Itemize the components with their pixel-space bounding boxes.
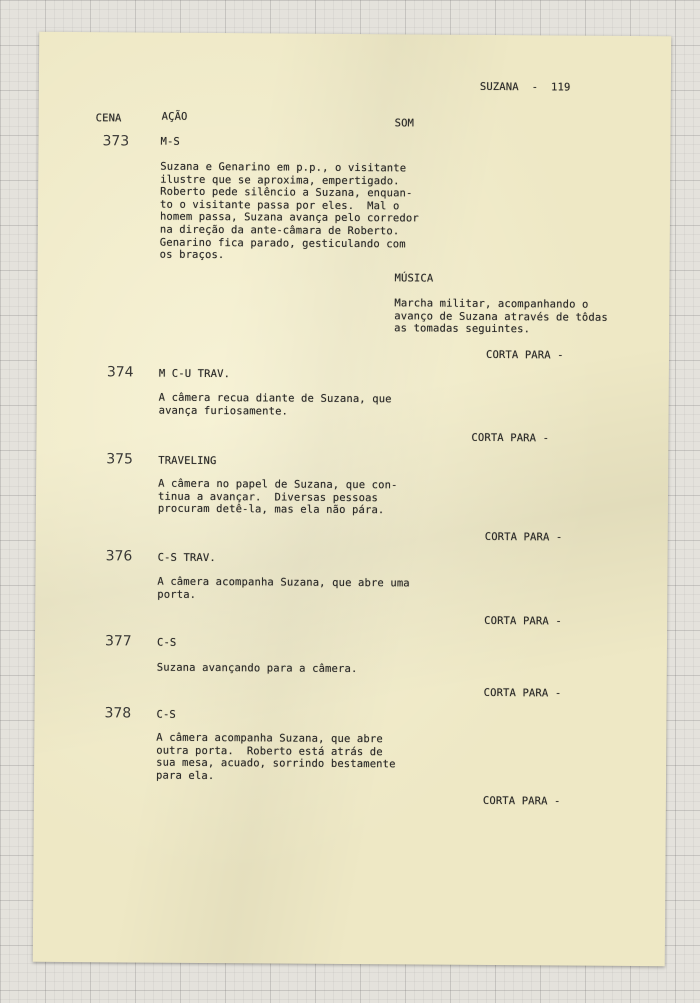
action-text: Suzana avançando para a câmera. [156, 661, 358, 676]
cut-marker: CORTA PARA - [484, 614, 562, 628]
scene-number: 377 [104, 633, 132, 650]
cut-marker: CORTA PARA - [484, 530, 563, 544]
column-header-action: AÇÃO [161, 110, 188, 123]
action-text: A câmera no papel de Suzana, que con- tinua a avançar. Diversas pessoas procuram detê-la, mas ela não pára. [157, 477, 398, 517]
column-header-scene: CENA [95, 112, 122, 125]
sound-title: MÚSICA [394, 272, 434, 285]
shot-type: TRAVELING [158, 454, 217, 468]
cut-marker: CORTA PARA - [485, 348, 564, 362]
column-header-sound: SOM [394, 117, 415, 130]
scene-number: 378 [104, 705, 132, 722]
scene-number: 375 [106, 451, 134, 468]
cut-marker: CORTA PARA - [483, 686, 562, 700]
action-text: Suzana e Genarino em p.p., o visitante ilustre que se aproxima, empertigado. Roberto pede silêncio a Suzana, enquan- to o visitante passa por eles. Mal o homem passa, Suzana avança pelo corredor na direção da ante-câmara de Roberto. Genarino fica parado, gesticulando com os braços. [159, 160, 419, 262]
page-header: SUZANA - 119 [479, 80, 571, 94]
cut-marker: CORTA PARA - [482, 794, 561, 808]
shot-type: C-S [156, 708, 176, 721]
action-text: A câmera acompanha Suzana, que abre uma porta. [157, 575, 410, 601]
cut-marker: CORTA PARA - [471, 431, 550, 445]
scene-number: 376 [105, 548, 133, 565]
scene-number: 373 [102, 133, 130, 150]
action-text: A câmera acompanha Suzana, que abre outra porta. Roberto está atrás de sua mesa, acuado, sorrindo bestamente para ela. [156, 731, 396, 782]
shot-type: C-S TRAV. [157, 551, 216, 565]
action-text: A câmera recua diante de Suzana, que avança furiosamente. [158, 391, 392, 418]
sound-text: Marcha militar, acompanhando o avanço de Suzana através de tôdas as tomadas seguintes. [394, 297, 608, 336]
scene-number: 374 [106, 364, 134, 381]
shot-type: M-S [160, 135, 180, 148]
script-page [33, 32, 671, 966]
shot-type: C-S [156, 636, 177, 649]
shot-type: M C-U TRAV. [158, 367, 231, 381]
